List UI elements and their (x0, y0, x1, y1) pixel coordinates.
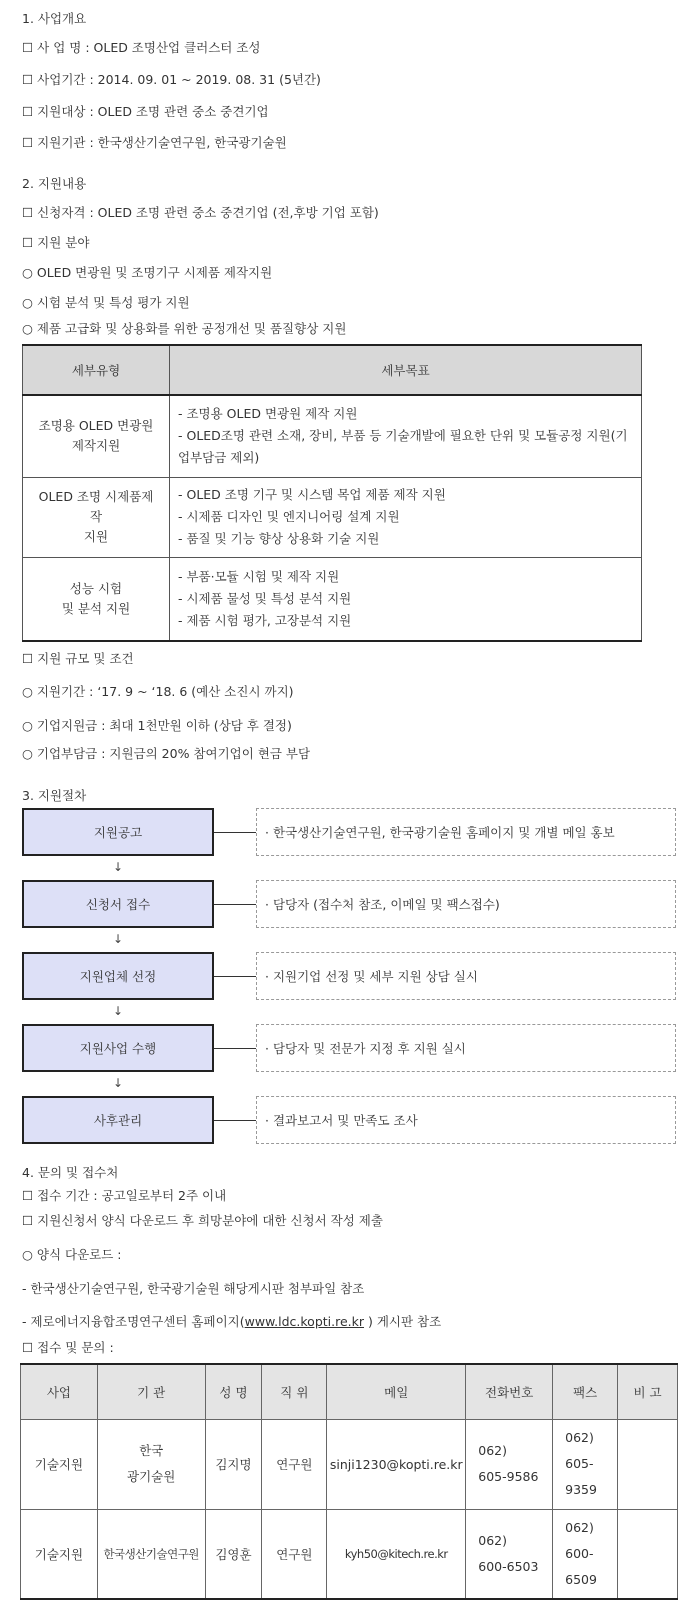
process-step-box (22, 952, 214, 1000)
section4-heading: 4. 문의 및 접수처 (22, 1165, 119, 1180)
reference-text: - 한국생산기술연구원, 한국광기술원 해당게시판 첨부파일 참조 (22, 1281, 365, 1296)
phone-line: 600-6503 (478, 1558, 539, 1574)
position-cell: 연구원 (262, 1419, 327, 1509)
reference-suffix: ) 게시판 참조 (364, 1314, 442, 1329)
support-field-item: ○ OLED 면광원 및 조명기구 시제품 제작지원 (22, 265, 273, 280)
detail-goal-line: - 제품 시험 평가, 고장분석 지원 (178, 612, 352, 628)
table-header: 사업 (21, 1364, 98, 1419)
reference-prefix: - 제로에너지융합조명연구센터 홈페이지( (22, 1314, 245, 1329)
process-step-box (22, 1024, 214, 1072)
fax-line: 6509 (565, 1571, 597, 1587)
arrow-down-icon: ↓ (113, 1004, 124, 1018)
table-row (21, 1509, 678, 1599)
overview-item: ☐ 지원대상 : OLED 조명 관련 중소 중견기업 (22, 104, 269, 119)
detail-goal-line: - 시제품 디자인 및 엔지니어링 설계 지원 (178, 509, 400, 524)
arrow-down-icon: ↓ (113, 932, 124, 946)
detail-type-line: 조명용 OLED 면광원 (38, 418, 154, 434)
connector-line (214, 1120, 256, 1121)
org-cell (97, 1419, 205, 1509)
detail-type-cell (23, 557, 170, 641)
support-field-item: ○ 시험 분석 및 특성 평가 지원 (22, 295, 190, 310)
table-header: 전화번호 (466, 1364, 553, 1419)
business-cell: 기술지원 (21, 1509, 98, 1599)
process-desc-text: · 지원기업 선정 및 세부 지원 상담 실시 (265, 969, 478, 984)
process-step-label: 지원업체 선정 (79, 969, 157, 984)
fax-line: 605- (565, 1456, 594, 1471)
email-cell[interactable]: sinji1230@kopti.re.kr (327, 1419, 466, 1509)
fax-cell (553, 1419, 618, 1509)
overview-item: ☐ 사 업 명 : OLED 조명산업 클러스터 조성 (22, 40, 261, 55)
connector-line (214, 1048, 256, 1049)
condition-item: ○ 지원기간 : ‘17. 9 ~ ‘18. 6 (예산 소진시 까지) (22, 684, 294, 699)
table-header: 팩스 (553, 1364, 618, 1419)
fax-line: 600- (565, 1545, 594, 1561)
process-step-desc (256, 808, 676, 856)
fax-cell (553, 1509, 618, 1599)
process-step-box (22, 808, 214, 856)
arrow-down-icon: ↓ (113, 860, 124, 874)
support-detail-table (22, 344, 642, 642)
process-step-box (22, 1096, 214, 1144)
detail-type-line: 성능 시험 (69, 580, 123, 596)
process-step-desc (256, 952, 676, 1000)
detail-goal-line: - 시제품 물성 및 특성 분석 지원 (178, 590, 352, 606)
process-step-label: 사후관리 (93, 1113, 143, 1128)
table-row (21, 1419, 678, 1509)
eligibility-text: ☐ 신청자격 : OLED 조명 관련 중소 중견기업 (전,후방 기업 포함) (22, 205, 379, 220)
note-cell (618, 1509, 678, 1599)
connector-line (214, 904, 256, 905)
table-row (23, 557, 642, 641)
process-step-label: 지원사업 수행 (79, 1041, 157, 1056)
process-step-desc (256, 1096, 676, 1144)
overview-item: ☐ 지원기관 : 한국생산기술연구원, 한국광기술원 (22, 135, 287, 150)
fax-line: 9359 (565, 1482, 597, 1497)
detail-goal-cell (170, 395, 642, 477)
detail-goal-line: - 부품·모듈 시험 및 제작 지원 (178, 568, 340, 584)
section2-heading: 2. 지원내용 (22, 176, 87, 191)
table-header: 직 위 (262, 1364, 327, 1419)
process-desc-text: · 한국생산기술연구원, 한국광기술원 홈페이지 및 개별 메일 홍보 (265, 825, 615, 840)
org-line: 한국 (139, 1443, 164, 1458)
overview-item: ☐ 사업기간 : 2014. 09. 01 ~ 2019. 08. 31 (5년간) (22, 72, 321, 87)
contact-table (20, 1363, 678, 1600)
table-header: 메일 (327, 1364, 466, 1419)
fax-line: 062) (565, 1430, 594, 1445)
detail-goal-line: - OLED조명 관련 소재, 장비, 부품 등 기술개발에 필요한 단위 및 모듈공정 지원(기업부담금 제외) (178, 428, 628, 466)
section3-heading: 3. 지원절차 (22, 788, 87, 803)
table-row (23, 395, 642, 477)
table-header: 성 명 (205, 1364, 262, 1419)
process-step-desc (256, 1024, 676, 1072)
condition-item: ○ 기업부담금 : 지원금의 20% 참여기업이 현금 부담 (22, 746, 311, 761)
connector-line (214, 976, 256, 977)
org-line: 한국생산기술연구원 (103, 1546, 199, 1561)
detail-goal-cell (170, 557, 642, 641)
contact-title: ☐ 접수 및 문의 : (22, 1340, 114, 1355)
homepage-link[interactable]: www.ldc.kopti.re.kr (244, 1314, 365, 1329)
email-cell[interactable]: kyh50@kitech.re.kr (327, 1509, 466, 1599)
table-row (23, 477, 642, 557)
process-desc-text: · 담당자 (접수처 참조, 이메일 및 팩스접수) (265, 897, 500, 912)
phone-line: 062) (478, 1443, 507, 1458)
name-cell: 김지명 (205, 1419, 262, 1509)
support-field-item: ○ 제품 고급화 및 상용화를 위한 공정개선 및 품질향상 지원 (22, 321, 347, 336)
arrow-down-icon: ↓ (113, 1076, 124, 1090)
detail-type-line: 지원 (83, 529, 109, 544)
table-header: 세부유형 (23, 345, 170, 395)
detail-type-line: OLED 조명 시제품제작 (38, 489, 154, 524)
org-cell (97, 1509, 205, 1599)
period-text: ☐ 접수 기간 : 공고일로부터 2주 이내 (22, 1188, 227, 1203)
note-cell (618, 1419, 678, 1509)
position-cell: 연구원 (262, 1509, 327, 1599)
table-header: 비 고 (618, 1364, 678, 1419)
detail-goal-line: - 품질 및 기능 향상 상용화 기술 지원 (178, 531, 380, 546)
detail-type-line: 및 분석 지원 (61, 600, 131, 616)
condition-item: ○ 기업지원금 : 최대 1천만원 이하 (상담 후 결정) (22, 718, 292, 733)
detail-type-line: 제작지원 (71, 438, 121, 454)
fax-line: 062) (565, 1519, 594, 1535)
phone-line: 062) (478, 1532, 507, 1548)
submit-text: ☐ 지원신청서 양식 다운로드 후 희망분야에 대한 신청서 작성 제출 (22, 1213, 383, 1228)
reference-text (22, 1314, 441, 1330)
phone-cell (466, 1509, 553, 1599)
connector-line (214, 832, 256, 833)
table-header: 세부목표 (170, 345, 642, 395)
name-cell: 김영훈 (205, 1509, 262, 1599)
phone-line: 605-9586 (478, 1469, 539, 1484)
process-desc-text: · 담당자 및 전문가 지정 후 지원 실시 (265, 1041, 466, 1056)
download-text: ○ 양식 다운로드 : (22, 1247, 122, 1262)
process-step-desc (256, 880, 676, 928)
org-line: 광기술원 (127, 1469, 176, 1484)
support-field-title: ☐ 지원 분야 (22, 235, 90, 250)
support-scale-title: ☐ 지원 규모 및 조건 (22, 651, 134, 666)
detail-type-cell (23, 395, 170, 477)
detail-goal-line: - OLED 조명 기구 및 시스템 목업 제품 제작 지원 (178, 487, 446, 502)
detail-type-cell (23, 477, 170, 557)
business-cell: 기술지원 (21, 1419, 98, 1509)
process-desc-text: · 결과보고서 및 만족도 조사 (265, 1113, 418, 1128)
process-step-label: 지원공고 (93, 825, 143, 840)
table-header: 기 관 (97, 1364, 205, 1419)
process-step-label: 신청서 접수 (85, 897, 151, 912)
process-step-box (22, 880, 214, 928)
detail-goal-line: - 조명용 OLED 면광원 제작 지원 (178, 406, 358, 422)
phone-cell (466, 1419, 553, 1509)
section1-heading: 1. 사업개요 (22, 11, 87, 26)
detail-goal-cell (170, 477, 642, 557)
